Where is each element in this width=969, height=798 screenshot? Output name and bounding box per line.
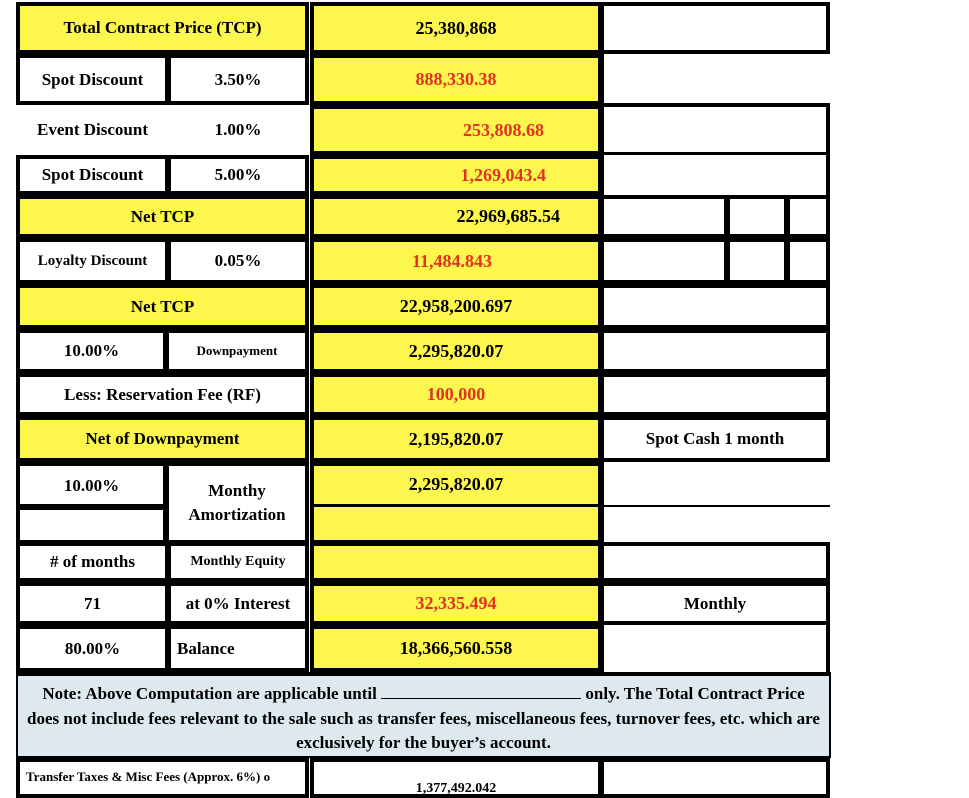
reservation-fee-value: 100,000 xyxy=(310,373,602,416)
date-blank-line xyxy=(381,684,581,699)
spot-discount-2-extra xyxy=(600,155,830,195)
loyalty-extra-c xyxy=(786,238,830,284)
loyalty-extra-a xyxy=(600,238,728,284)
reservation-fee-label: Less: Reservation Fee (RF) xyxy=(16,373,309,416)
tcp-value: 25,380,868 xyxy=(310,2,602,54)
monthly-equity-value xyxy=(310,542,602,582)
loyalty-discount-rate: 0.05% xyxy=(167,238,309,284)
event-discount-rate: 1.00% xyxy=(167,105,309,155)
months-extra xyxy=(600,542,830,582)
amortization-extra xyxy=(600,462,830,544)
monthly-payment-value: 32,335.494 xyxy=(310,582,602,625)
monthly-note: Monthly xyxy=(600,582,830,625)
interest-label: at 0% Interest xyxy=(167,582,309,625)
computation-note: Note: Above Computation are applicable until only. The Total Contract Price does not include fees relevant to the sale such as transfer fees, miscellaneous fees, turnover fees, etc. which are exclusively for the buyer’s account. xyxy=(16,672,831,758)
tcp-label: Total Contract Price (TCP) xyxy=(16,2,309,54)
net-tcp-1-extra-b xyxy=(726,195,788,238)
event-discount-label: Event Discount xyxy=(16,105,169,155)
balance-value: 18,366,560.558 xyxy=(310,625,602,672)
net-tcp-2-value: 22,958,200.697 xyxy=(310,284,602,329)
amortization-value-empty xyxy=(310,505,602,544)
tcp-extra-cell xyxy=(600,2,830,54)
loyalty-discount-value: 11,484.843 xyxy=(310,238,602,284)
spot-discount-1-rate: 3.50% xyxy=(167,54,309,105)
spot-discount-2-value: 1,269,043.4 xyxy=(310,155,602,195)
spot-discount-1-value: 888,330.38 xyxy=(310,54,602,105)
amortization-rate: 10.00% xyxy=(16,462,167,508)
spot-cash-note: Spot Cash 1 month xyxy=(600,416,830,462)
reservation-fee-extra xyxy=(600,373,830,416)
downpayment-label: Downpayment xyxy=(165,329,309,373)
spot-discount-1-extra xyxy=(600,54,830,105)
spot-discount-1-label: Spot Discount xyxy=(16,54,169,105)
months-count: 71 xyxy=(16,582,169,625)
downpayment-extra xyxy=(600,329,830,373)
spot-discount-2-rate: 5.00% xyxy=(167,155,309,195)
balance-label: Balance xyxy=(167,625,309,672)
net-tcp-2-extra xyxy=(600,284,830,329)
transfer-taxes-value: 1,377,492.042 xyxy=(310,758,602,798)
net-tcp-1-value: 22,969,685.54 xyxy=(310,195,602,238)
downpayment-value: 2,295,820.07 xyxy=(310,329,602,373)
net-tcp-2-label: Net TCP xyxy=(16,284,309,329)
net-tcp-1-extra-a xyxy=(600,195,728,238)
transfer-taxes-extra xyxy=(600,758,830,798)
loyalty-extra-b xyxy=(726,238,788,284)
spot-discount-2-label: Spot Discount xyxy=(16,155,169,195)
event-discount-value: 253,808.68 xyxy=(310,105,602,155)
net-downpayment-label: Net of Downpayment xyxy=(16,416,309,462)
balance-rate: 80.00% xyxy=(16,625,169,672)
monthly-equity-label: Monthly Equity xyxy=(167,542,309,582)
transfer-taxes-label: Transfer Taxes & Misc Fees (Approx. 6%) o xyxy=(16,758,309,798)
months-label: # of months xyxy=(16,542,169,582)
amortization-value: 2,295,820.07 xyxy=(310,462,602,506)
net-tcp-1-label: Net TCP xyxy=(16,195,309,238)
amortization-empty-cell xyxy=(16,506,167,544)
event-discount-extra xyxy=(600,103,830,156)
net-tcp-1-extra-c xyxy=(786,195,830,238)
balance-extra xyxy=(600,625,830,672)
downpayment-rate: 10.00% xyxy=(16,329,167,373)
net-downpayment-value: 2,195,820.07 xyxy=(310,416,602,462)
amortization-label: Monthy Amortization xyxy=(165,462,309,544)
loyalty-discount-label: Loyalty Discount xyxy=(16,238,169,284)
